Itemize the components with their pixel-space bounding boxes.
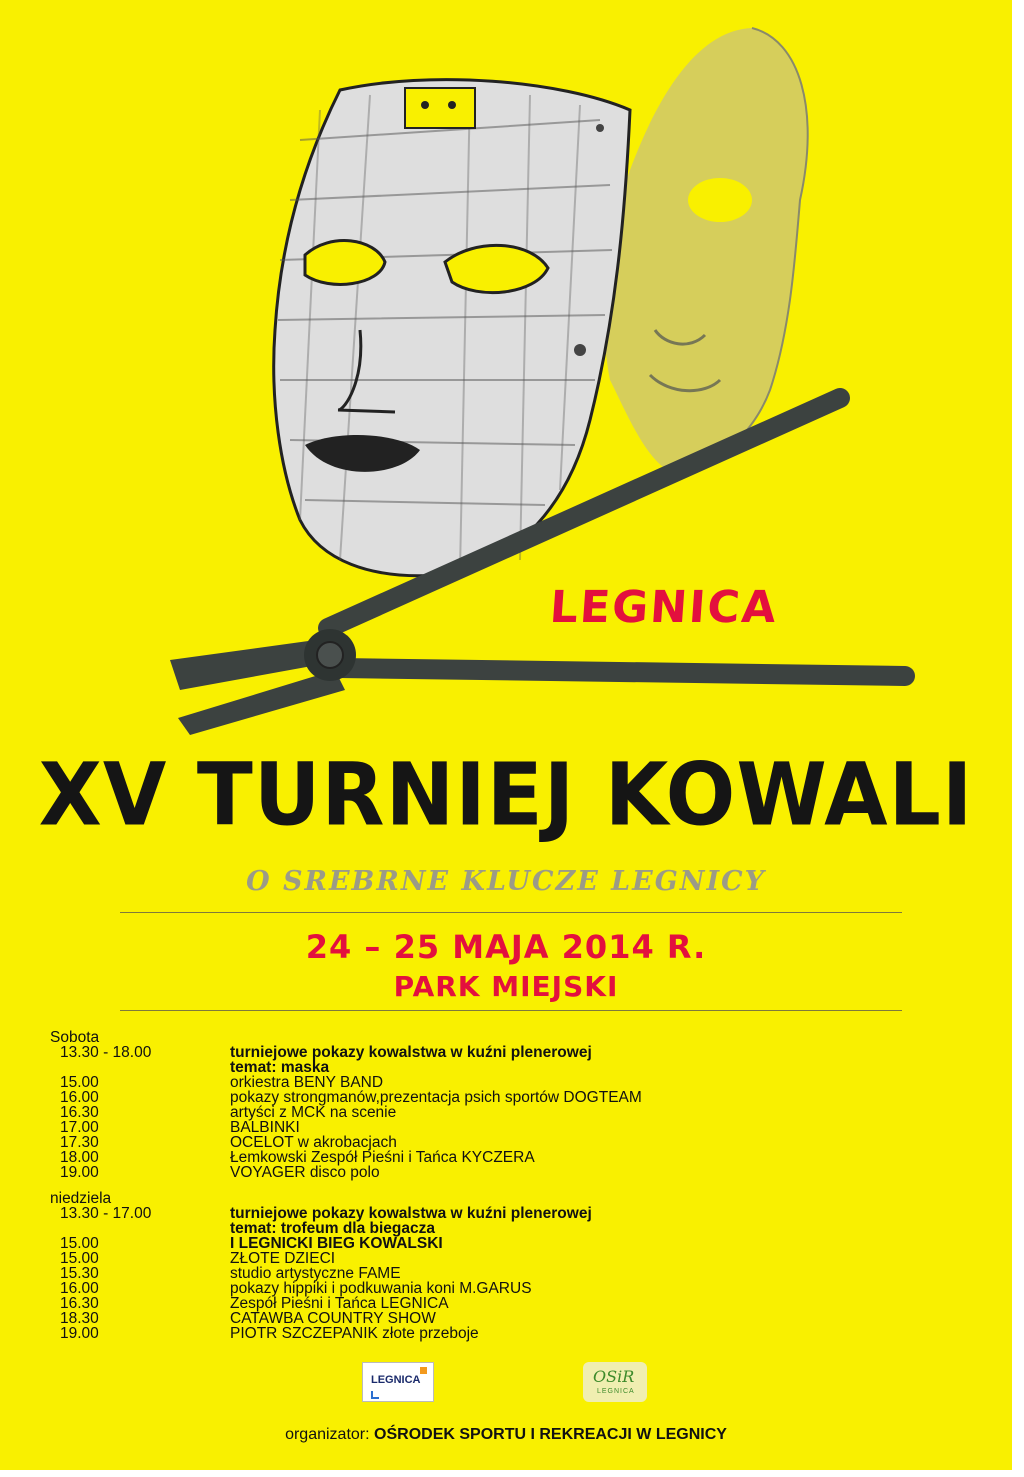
schedule-time: 13.30 - 17.00 [60, 1205, 152, 1222]
schedule-event: turniejowe pokazy kowalstwa w kuźni plenerowej [230, 1044, 592, 1061]
legnica-logo-text: LEGNICA [371, 1374, 421, 1386]
schedule-time: 15.00 [60, 1235, 99, 1252]
day-label-sunday: niedziela [50, 1190, 112, 1207]
schedule-row [50, 1060, 1000, 1075]
schedule-time: 15.00 [60, 1250, 99, 1267]
schedule-event: PIOTR SZCZEPANIK złote przeboje [230, 1325, 479, 1342]
schedule-row [50, 1075, 1000, 1090]
schedule-time [50, 1060, 230, 1075]
schedule-time: 17.00 [60, 1119, 99, 1136]
schedule-time: 18.30 [60, 1310, 99, 1327]
schedule-row [50, 1251, 1000, 1266]
schedule-time: 19.00 [60, 1164, 99, 1181]
schedule-event: turniejowe pokazy kowalstwa w kuźni plenerowej [230, 1205, 592, 1222]
schedule-row [50, 1311, 1000, 1326]
day-spacer [50, 1180, 1000, 1191]
sunday-schedule-list [50, 1206, 1000, 1341]
city-name: LEGNICA [548, 582, 780, 633]
event-place: PARK MIEJSKI [393, 970, 619, 1003]
schedule-time: 16.30 [60, 1295, 99, 1312]
schedule-event: temat: trofeum dla biegacza [230, 1220, 435, 1237]
schedule-row [50, 1045, 1000, 1060]
schedule [50, 1030, 1000, 1341]
schedule-row [50, 1221, 1000, 1236]
schedule-event: studio artystyczne FAME [230, 1265, 401, 1282]
organizer-line [0, 1426, 1012, 1444]
schedule-row [50, 1120, 1000, 1135]
schedule-event: VOYAGER disco polo [230, 1164, 380, 1181]
schedule-row [50, 1296, 1000, 1311]
saturday-schedule-list [50, 1045, 1000, 1180]
schedule-row [50, 1281, 1000, 1296]
schedule-time: 16.00 [60, 1280, 99, 1297]
schedule-event: I LEGNICKI BIEG KOWALSKI [230, 1235, 443, 1252]
schedule-time: 15.30 [60, 1265, 99, 1282]
schedule-event: pokazy hippiki i podkuwania koni M.GARUS [230, 1280, 532, 1297]
schedule-row [50, 1105, 1000, 1120]
schedule-event: temat: maska [230, 1059, 330, 1076]
schedule-time: 16.30 [60, 1104, 99, 1121]
orange-square-icon [420, 1367, 427, 1374]
schedule-event: Łemkowski Zespół Pieśni i Tańca KYCZERA [230, 1149, 535, 1166]
osir-logo-text: OSiR [593, 1367, 635, 1386]
schedule-row [50, 1135, 1000, 1150]
schedule-event: BALBINKI [230, 1119, 300, 1136]
day-label-saturday: Sobota [50, 1029, 100, 1046]
schedule-time [50, 1221, 230, 1236]
schedule-event: artyści z MCK na scenie [230, 1104, 397, 1121]
iron-mask-image [274, 80, 630, 576]
schedule-row [50, 1090, 1000, 1105]
poster-subtitle: O SREBRNE KLUCZE LEGNICY [246, 866, 766, 897]
schedule-time: 19.00 [60, 1325, 99, 1342]
schedule-time: 15.00 [60, 1074, 99, 1091]
schedule-event: ZŁOTE DZIECI [230, 1250, 336, 1267]
schedule-time: 17.30 [60, 1134, 99, 1151]
organizer-label: organizator: [285, 1426, 370, 1443]
schedule-row [50, 1165, 1000, 1180]
schedule-event: pokazy strongmanów,prezentacja psich sportów DOGTEAM [230, 1089, 642, 1106]
schedule-event: orkiestra BENY BAND [230, 1074, 384, 1091]
schedule-row [50, 1150, 1000, 1165]
schedule-time: 16.00 [60, 1089, 99, 1106]
schedule-time: 13.30 - 18.00 [60, 1044, 152, 1061]
legnica-city-logo [362, 1362, 434, 1402]
ghost-mask-image [604, 28, 808, 475]
osir-logo-subtext: LEGNICA [597, 1388, 635, 1395]
schedule-row [50, 1206, 1000, 1221]
logos [0, 1362, 1012, 1404]
divider-top [120, 912, 902, 913]
event-date: 24 – 25 MAJA 2014 R. [305, 928, 707, 966]
schedule-event: CATAWBA COUNTRY SHOW [230, 1310, 436, 1327]
osir-logo [583, 1362, 647, 1402]
schedule-event: OCELOT w akrobacjach [230, 1134, 397, 1151]
schedule-row [50, 1326, 1000, 1341]
schedule-row [50, 1266, 1000, 1281]
divider-bottom [120, 1010, 902, 1011]
blue-corner-icon [371, 1391, 379, 1399]
schedule-event: Zespół Pieśni i Tańca LEGNICA [230, 1295, 449, 1312]
organizer-name: OŚRODEK SPORTU I REKREACJI W LEGNICY [374, 1426, 727, 1443]
schedule-row [50, 1236, 1000, 1251]
schedule-time: 18.00 [60, 1149, 99, 1166]
poster-title: XV TURNIEJ KOWALI [38, 745, 974, 846]
